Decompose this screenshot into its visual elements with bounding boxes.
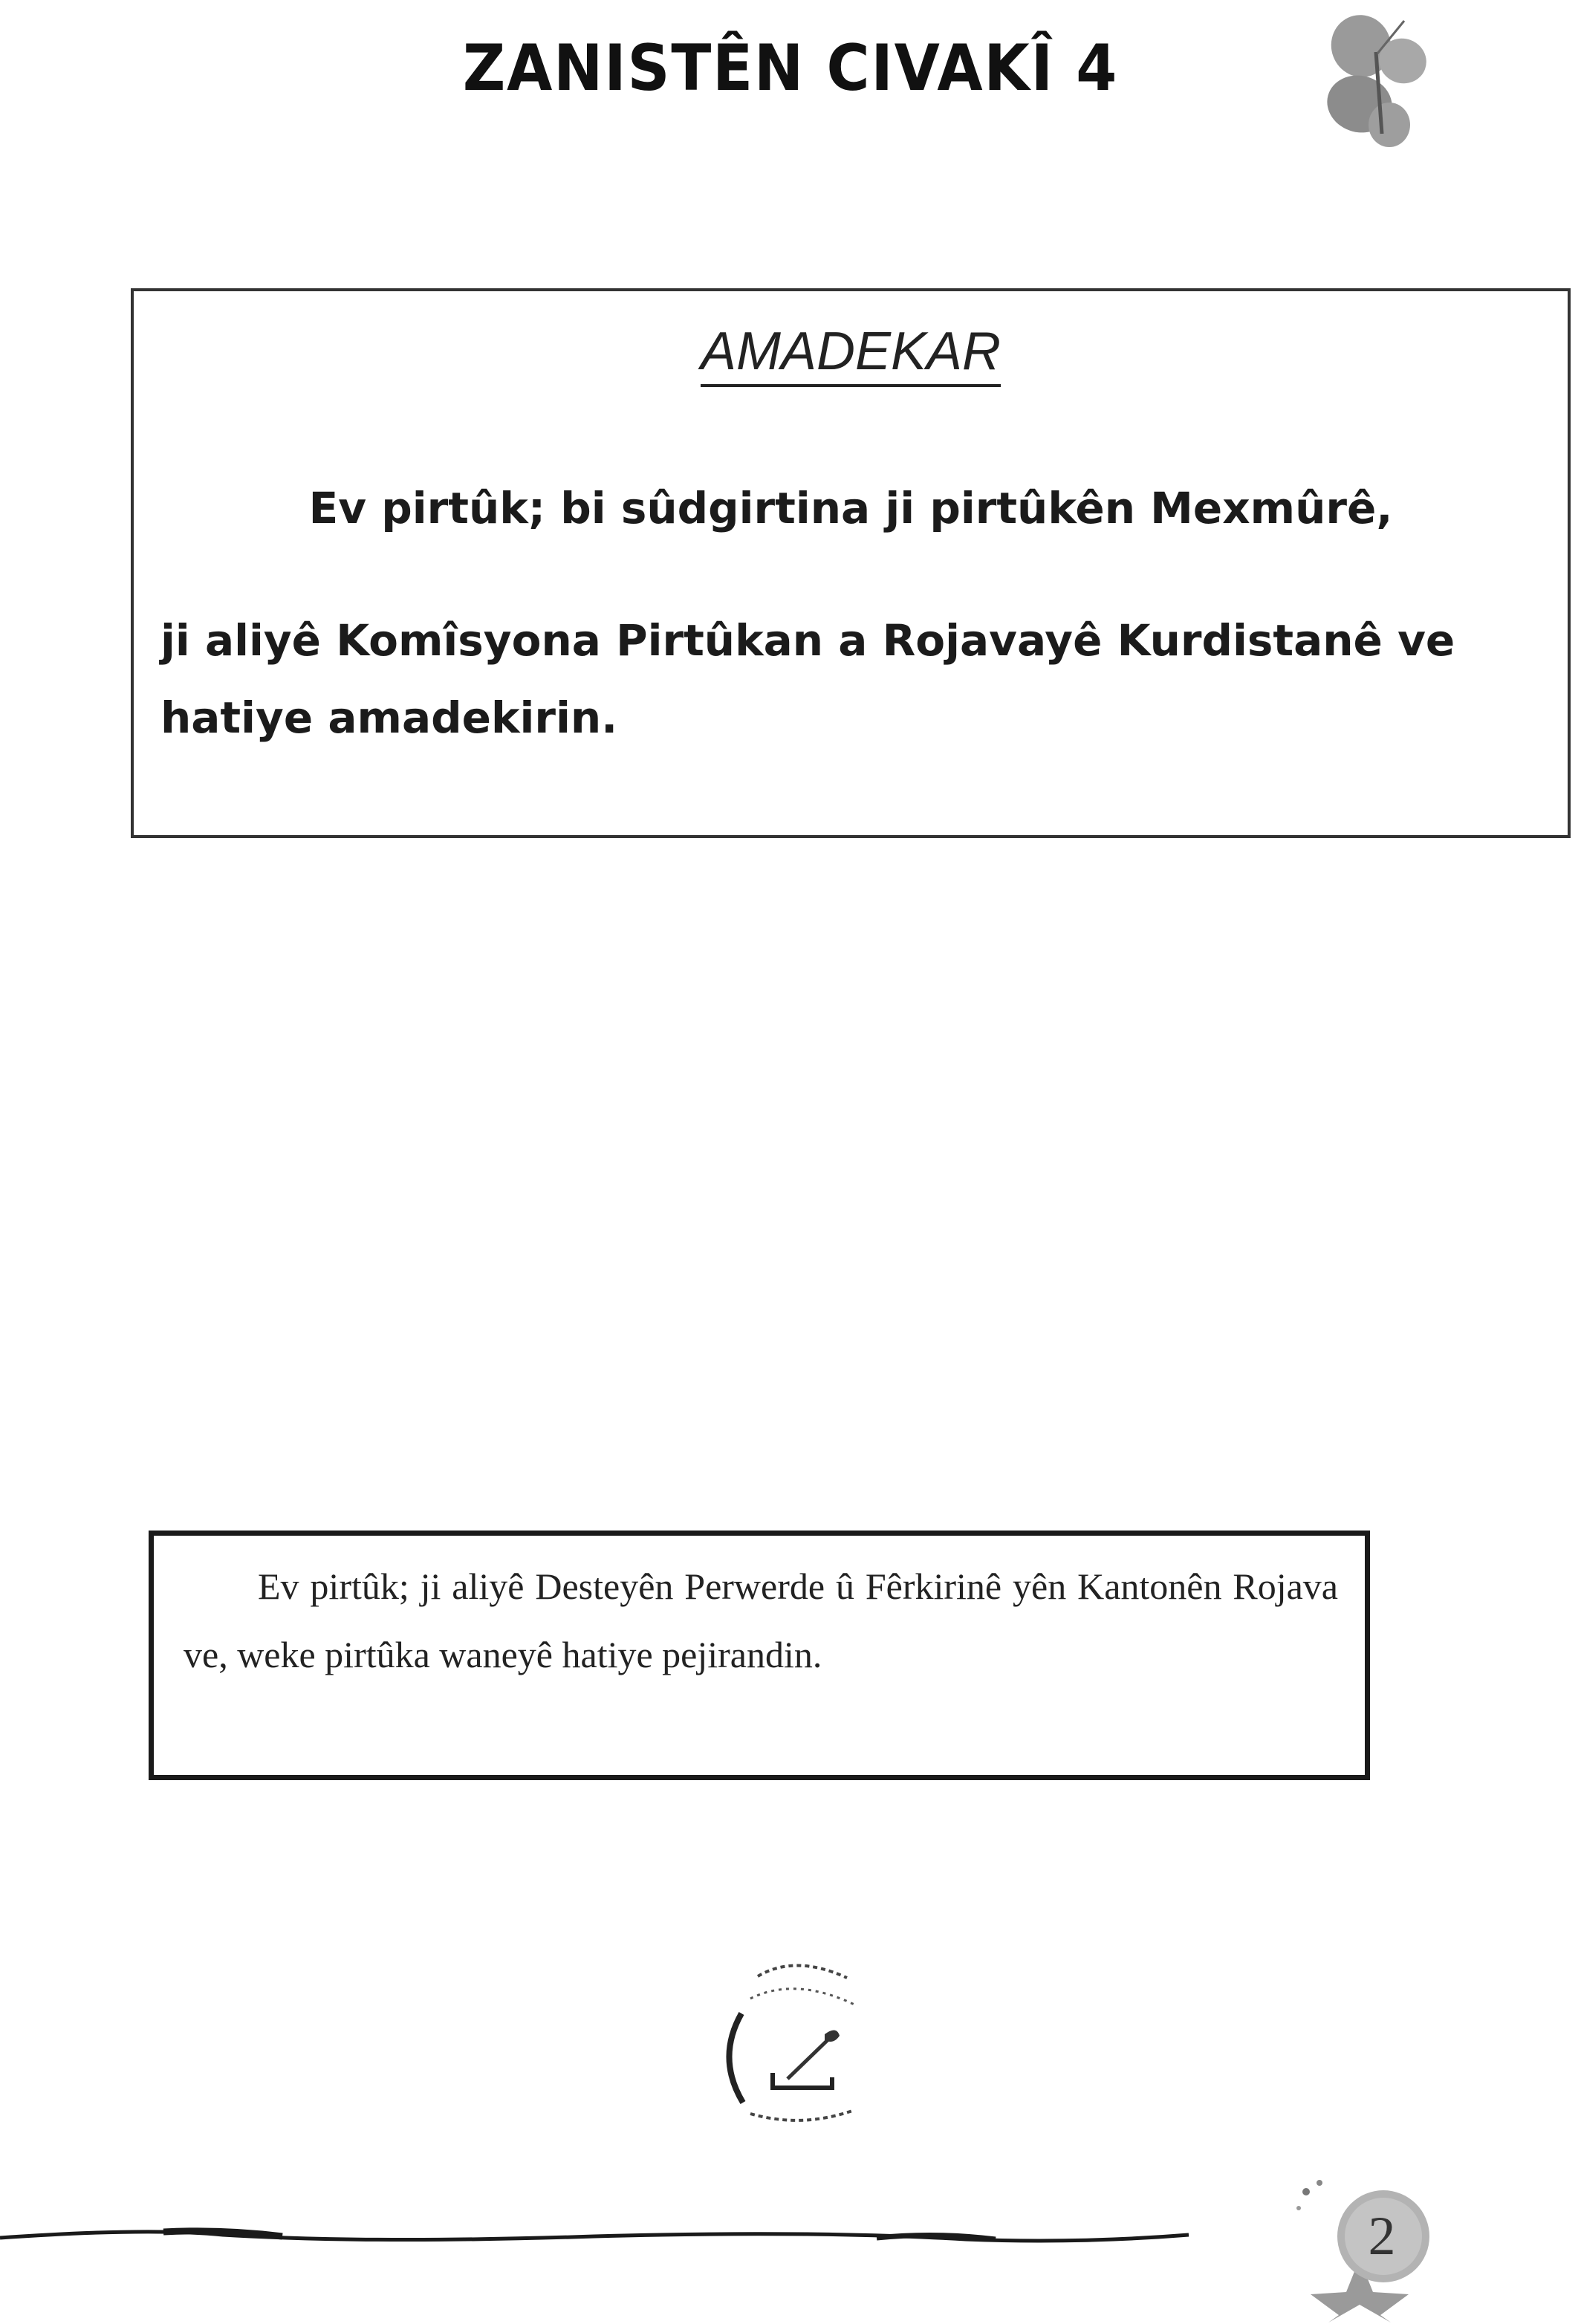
approval-text: Ev pirtûk; ji aliyê Desteyên Perwerde û Fêrkirinê yên Kantonên Rojava ve, weke pirtûka waneyê hatiye pejirandin. [184,1565,1338,1675]
page-number: 2 [1368,2206,1396,2267]
credits-heading-text: AMADEKAR [701,322,1001,387]
credits-line-2: ji aliyê Komîsyona Pirtûkan a Rojavayê Kurdistanê ve hatiye amadekirin. [160,615,1455,743]
approval-box [149,1531,1370,1780]
education-emblem-icon [706,1947,884,2140]
page-title: ZANISTÊN CIVAKÎ 4 [462,31,1119,106]
footer-rule [0,2221,1204,2251]
credits-line-1: Ev pirtûk; bi sûdgirtina ji pirtûkên Mexmûrê, [308,483,1393,533]
butterfly-icon [1308,7,1441,156]
credits-heading [134,321,1568,382]
credits-box [131,288,1571,838]
